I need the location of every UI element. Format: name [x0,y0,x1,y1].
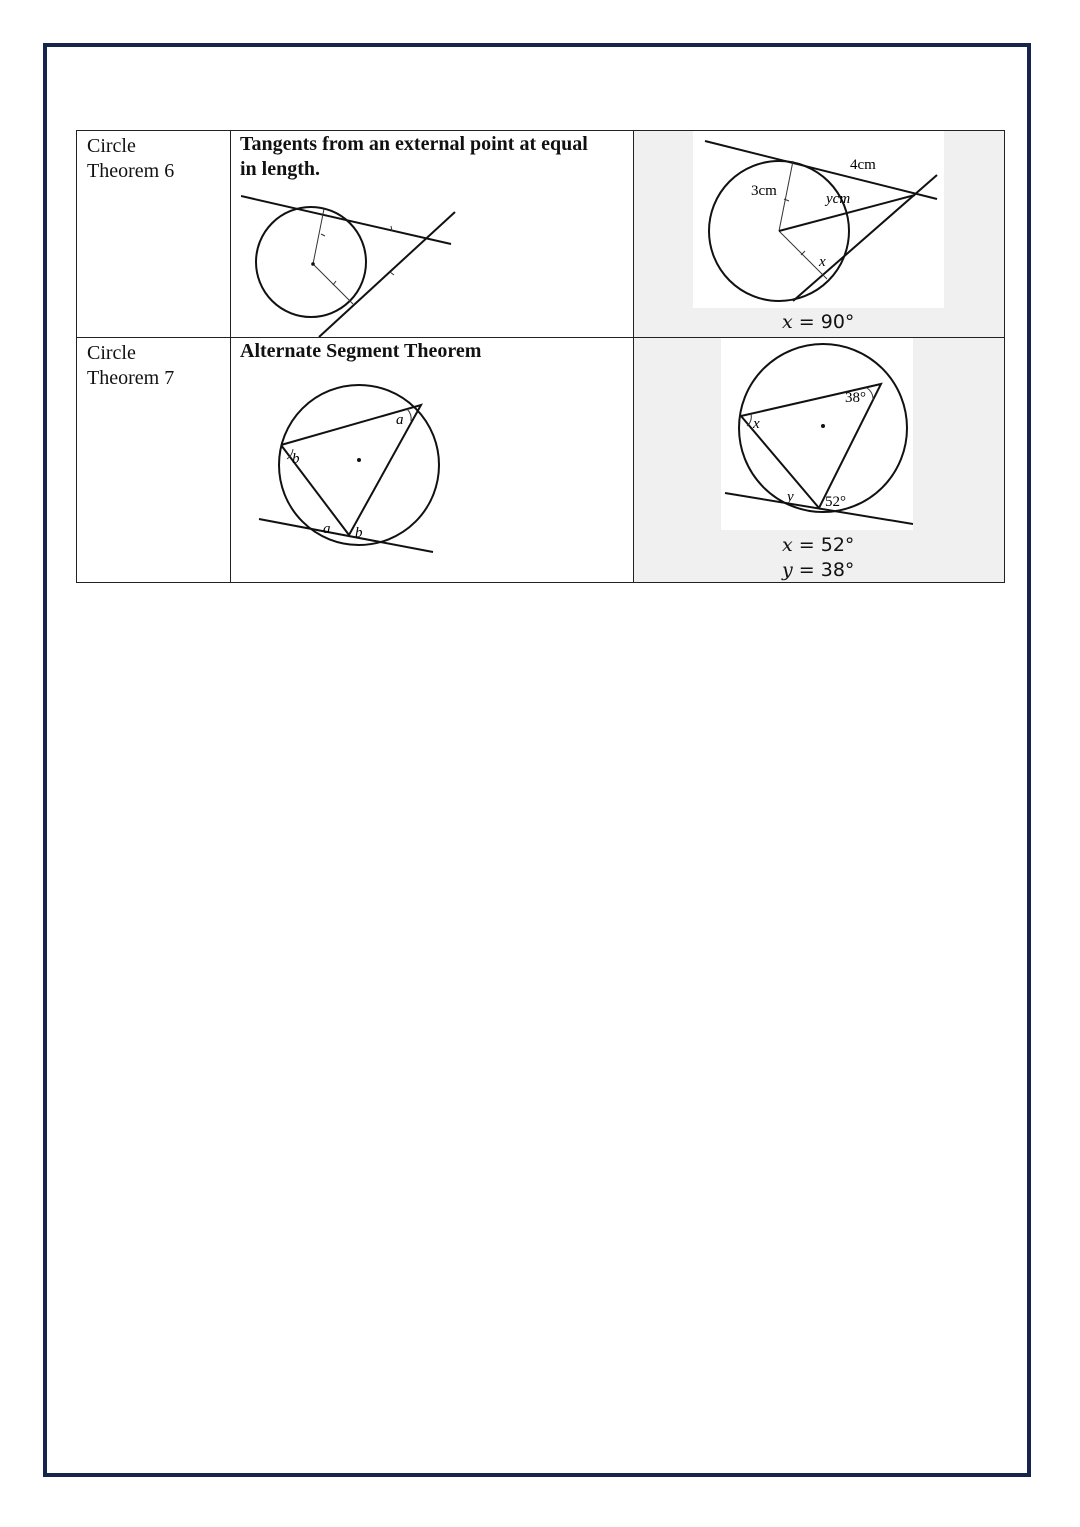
answer-line-2 [782,558,854,582]
theorem-title [231,131,633,182]
answer-value: = 90° [798,311,855,333]
angle-y-label: y [787,489,794,505]
diagram-label-b-left: b [292,451,300,467]
tangent-theorem-diagram [241,182,461,337]
theorem-name-line2: Theorem 7 [87,367,175,389]
theorem-name-line1: Circle [87,342,136,364]
answer-value-x: = 52° [798,534,855,556]
tangent-length-label: 4cm [850,157,876,173]
tangent-example-diagram [693,131,944,308]
angle-52-label: 52° [825,494,846,510]
unknown-length-label: ycm [826,191,851,207]
theorem-name [77,338,230,391]
answer-variable: x [782,311,793,333]
theorem-name-line1: Circle [87,135,136,157]
theorem-name [77,131,230,184]
theorem-name-line2: Theorem 6 [87,160,175,182]
angle-38-label: 38° [845,390,866,406]
theorem-description-cell [231,338,634,583]
theorem-description-cell [231,131,634,338]
answer-line-1 [782,533,854,557]
table-row-theorem-6 [77,131,1005,338]
answer-line-1 [782,310,854,334]
answer-value-y: = 38° [798,559,855,581]
diagram-label-a-top: a [396,412,404,428]
theorem-title-line1: Tangents from an external point at equal [240,133,588,155]
alternate-segment-diagram [241,369,447,558]
alternate-segment-example-diagram [721,338,913,530]
theorem-name-cell [77,338,231,583]
theorem-name-cell [77,131,231,338]
angle-x-label: x [753,416,760,432]
table-row-theorem-7 [77,338,1005,583]
diagram-label-a-bottom: a [323,521,331,537]
theorem-title: Alternate Segment Theorem [240,340,482,362]
diagram-label-b-bottom: b [355,525,363,541]
answer-variable-y: y [782,559,793,581]
answer-variable-x: x [782,534,793,556]
theorem-title-line2: in length. [240,158,321,180]
theorems-table [76,130,1005,583]
radius-label: 3cm [751,183,777,199]
angle-x-label: x [819,254,826,270]
example-cell [634,131,1005,338]
example-cell [634,338,1005,583]
